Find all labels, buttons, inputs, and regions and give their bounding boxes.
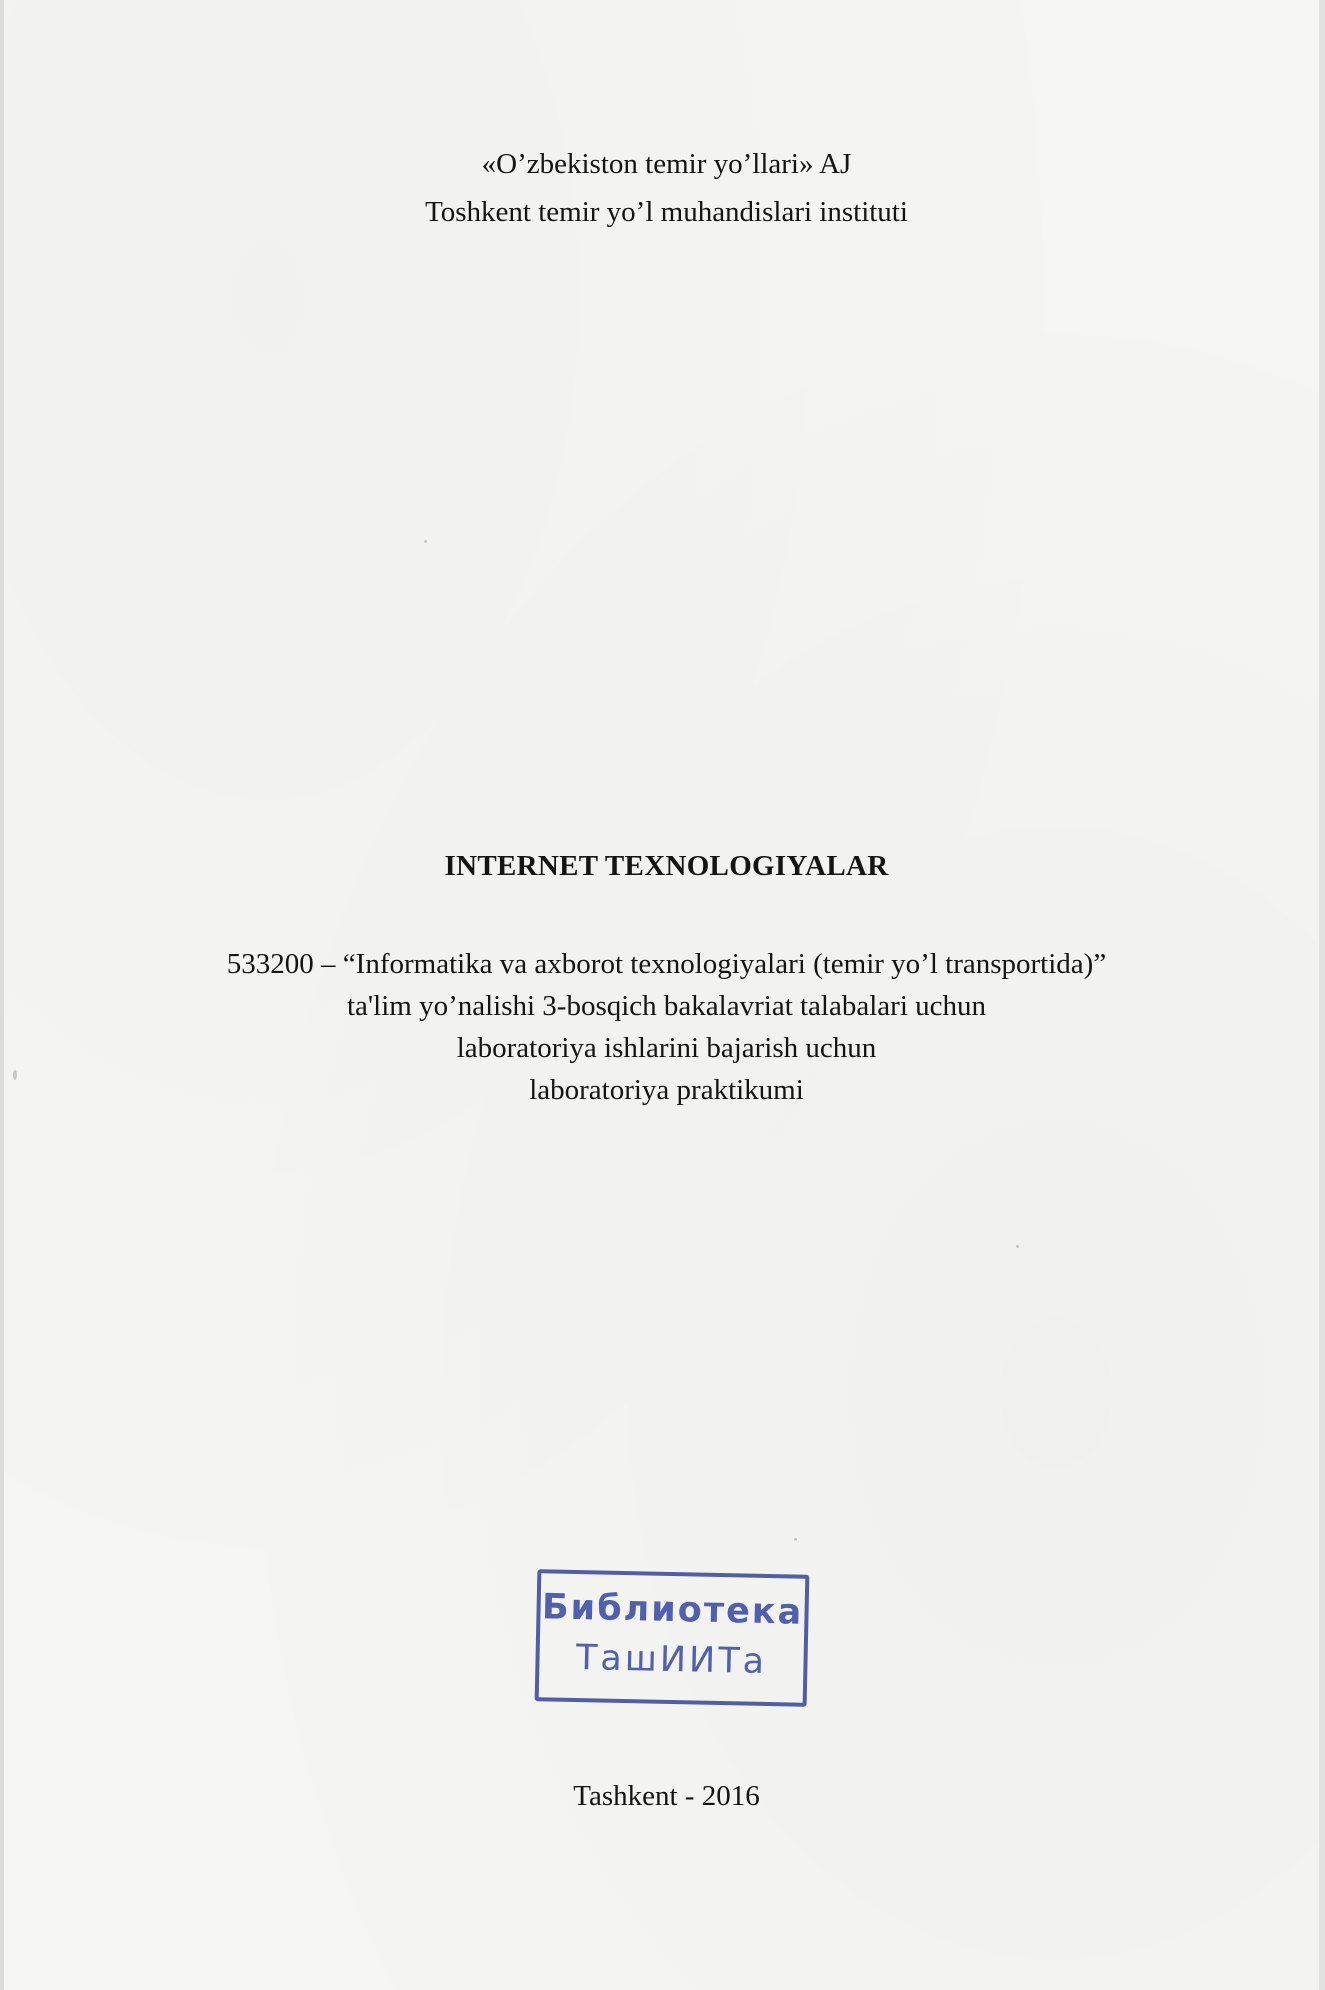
library-stamp [535, 1569, 810, 1707]
stamp-line-2: ТашИИТа [575, 1637, 768, 1682]
institution-header [4, 140, 1325, 236]
description-line-3: laboratoriya ishlarini bajarish uchun [456, 1032, 877, 1064]
scan-speck [1016, 1245, 1019, 1248]
description-line-2: ta'lim yo’nalishi 3-bosqich bakalavriat talabalari uchun [347, 990, 986, 1022]
scan-speck [424, 540, 427, 543]
institute-name: Toshkent temir yo’l muhandislari instituti [425, 196, 908, 228]
scan-speck [794, 1538, 797, 1541]
document-title: INTERNET TEXNOLOGIYALAR [444, 850, 889, 882]
document-description [4, 943, 1325, 1111]
city-year-footer: Tashkent - 2016 [573, 1780, 760, 1812]
description-line-4: laboratoriya praktikumi [529, 1074, 804, 1106]
scan-speck [13, 1070, 17, 1080]
stamp-line-1: Библиотека [541, 1587, 804, 1633]
description-line-1: 533200 – “Informatika va axborot texnologiyalari (temir yo’l transportida)” [226, 948, 1107, 980]
organization-name: «O’zbekiston temir yo’llari» AJ [481, 148, 852, 180]
